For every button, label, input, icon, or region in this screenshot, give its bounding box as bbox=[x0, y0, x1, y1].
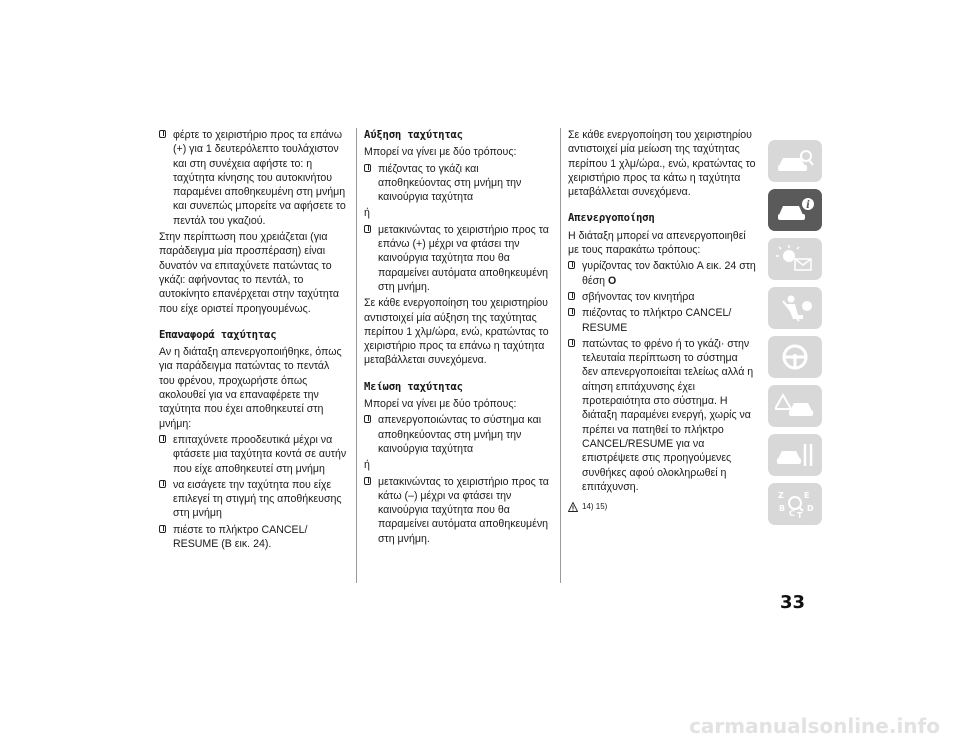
chapter-tab-safety[interactable] bbox=[768, 287, 822, 329]
warning-car-icon bbox=[775, 391, 815, 421]
checkbox-bullet-icon bbox=[159, 480, 166, 488]
list-item: επιταχύνετε προοδευτικά μέχρι να φτάσετε μια ταχύτητα κοντά σε αυτήν που είχε αποθηκευτεί στη μνήμη bbox=[159, 433, 347, 476]
car-search-icon bbox=[775, 146, 815, 176]
paragraph: Σε κάθε ενεργοποίηση του χειριστηρίου αντιστοιχεί μία μείωση της ταχύτητας περίπου 1 χλμ/ώρα., ενώ, κρατώντας το χειριστήριο προς τα κάτω η ταχύτητα μεταβάλλεται συνεχόμενα. bbox=[568, 129, 756, 199]
paragraph: Μπορεί να γίνει με δύο τρόπους: bbox=[364, 146, 517, 159]
section-heading: Επαναφορά ταχύτητας bbox=[159, 328, 277, 341]
page-number: 33 bbox=[780, 592, 806, 613]
list-item: να εισάγετε την ταχύτητα που είχε επιλεγεί τη στιγμή της αποθήκευσης στη μνήμη bbox=[159, 478, 347, 521]
checkbox-bullet-icon bbox=[159, 435, 166, 443]
checkbox-bullet-icon bbox=[568, 261, 575, 269]
chapter-tab-driving[interactable] bbox=[768, 336, 822, 378]
column-3 bbox=[568, 128, 756, 514]
section-heading: Απενεργοποίηση bbox=[568, 212, 655, 225]
watermark-bar bbox=[0, 712, 960, 742]
chapter-tab-knowing-car[interactable] bbox=[768, 140, 822, 182]
svg-text:E: E bbox=[804, 491, 810, 500]
watermark-text: carmanualsonline.info bbox=[689, 714, 940, 738]
chapter-tab-index[interactable] bbox=[768, 483, 822, 525]
section-heading: Μείωση ταχύτητας bbox=[364, 380, 463, 393]
svg-text:T: T bbox=[797, 511, 803, 519]
list-item: γυρίζοντας τον δακτύλιο A εικ. 24 στη θέση O bbox=[568, 259, 756, 288]
column-1 bbox=[159, 128, 347, 553]
paragraph: Η διάταξη μπορεί να απενεργοποιηθεί με τους παρακάτω τρόπους: bbox=[568, 229, 746, 257]
paragraph: Μπορεί να γίνει με δύο τρόπους: bbox=[364, 398, 517, 411]
chapter-tab-lights[interactable] bbox=[768, 238, 822, 280]
seat-airbag-icon bbox=[775, 293, 815, 323]
svg-text:D: D bbox=[807, 504, 814, 513]
list-item: φέρτε το χειριστήριο προς τα επάνω (+) για 1 δευτερόλεπτο τουλάχιστον και στη συνέχεια αφήστε το: η ταχύτητα κίνησης του αυτοκινήτου παραμένει αποθηκευμένη στη μνήμη και συνεπώς μπορείτε να αφήσετε το πεντάλ του γκαζιού. bbox=[159, 128, 347, 228]
chapter-tab-maintenance[interactable] bbox=[768, 434, 822, 476]
car-tools-icon bbox=[775, 440, 815, 470]
list-item: μετακινώντας το χειριστήριο προς τα επάνω (+) μέχρι να φτάσει την καινούργια ταχύτητα που θα παραμείνει αυτόματα αποθηκευμένη στη μνήμη. bbox=[364, 223, 552, 294]
svg-text:Z: Z bbox=[778, 491, 784, 500]
section-heading: Αύξηση ταχύτητας bbox=[364, 129, 463, 141]
warning-reference: 14) 15) bbox=[568, 500, 756, 514]
column-2 bbox=[364, 128, 552, 548]
svg-text:i: i bbox=[806, 200, 810, 211]
column-divider bbox=[356, 128, 357, 583]
list-item: πιέστε το πλήκτρο CANCEL/ RESUME (B εικ. 24). bbox=[159, 523, 347, 552]
list-item: απενεργοποιώντας το σύστημα και αποθηκεύοντας στη μνήμη την καινούργια ταχύτητα bbox=[364, 413, 552, 456]
list-item: πιέζοντας το πλήκτρο CANCEL/ RESUME bbox=[568, 306, 756, 335]
checkbox-bullet-icon bbox=[159, 525, 166, 533]
column-divider bbox=[560, 128, 561, 583]
list-item: πατώντας το φρένο ή το γκάζι· στην τελευταία περίπτωση το σύστημα δεν απενεργοποιείται τελείως αλλά η αίτηση επιτάχυνσης έχει προτεραιότητα στο σύστημα. Η διάταξη παραμένει ενεργή, χωρίς να πρέπει να πατηθεί το πλήκτρο CANCEL/RESUME για να επιστρέψετε στις προηγούμενες συνθήκες αφού ολοκληρωθεί η επιτάχυνση. bbox=[568, 337, 756, 494]
chapter-sidebar bbox=[768, 140, 822, 532]
checkbox-bullet-icon bbox=[364, 225, 371, 233]
checkbox-bullet-icon bbox=[364, 477, 371, 485]
paragraph: Σε κάθε ενεργοποίηση του χειριστηρίου αντιστοιχεί μία αύξηση της ταχύτητας περίπου 1 χλμ/ώρα, ενώ, κρατώντας το χειριστήριο προς τα επάνω η ταχύτητα μεταβάλλεται συνεχόμενα. bbox=[364, 297, 549, 367]
checkbox-bullet-icon bbox=[568, 308, 575, 316]
list-item: πιέζοντας το γκάζι και αποθηκεύοντας στη μνήμη την καινούργια ταχύτητα bbox=[364, 162, 552, 205]
checkbox-bullet-icon bbox=[159, 130, 166, 138]
chapter-tab-emergency[interactable] bbox=[768, 385, 822, 427]
list-item: σβήνοντας τον κινητήρα bbox=[568, 290, 756, 304]
checkbox-bullet-icon bbox=[568, 292, 575, 300]
checkbox-bullet-icon bbox=[568, 339, 575, 347]
list-item: μετακινώντας το χειριστήριο προς τα κάτω (–) μέχρι να φτάσει την καινούργια ταχύτητα που θα παραμείνει αυτόματα αποθηκευμένη στη μνήμη. bbox=[364, 475, 552, 546]
steering-wheel-icon bbox=[775, 342, 815, 372]
lights-mail-icon bbox=[775, 244, 815, 274]
paragraph: Αν η διάταξη απενεργοποιήθηκε, όπως για παράδειγμα πατώντας το πεντάλ του φρένου, προχωρήστε όπως ακολουθεί για να επαναφέρετε την ταχύτητα που έχει αποθηκευτεί στη μνήμη: bbox=[159, 346, 342, 430]
alphabet-index-icon bbox=[775, 489, 815, 519]
svg-text:B: B bbox=[779, 504, 786, 513]
or-text: ή bbox=[364, 459, 370, 472]
svg-text:C: C bbox=[789, 509, 795, 518]
paragraph: Στην περίπτωση που χρειάζεται (για παράδειγμα μία προσπέραση) είναι δυνατόν να επιταχύνετε πατώντας το γκάζι: αφήνοντας το πεντάλ, το αυτοκίνητο επανέρχεται στην ταχύτητα που είχε οριστεί προηγουμένως. bbox=[159, 231, 339, 315]
or-text: ή bbox=[364, 207, 370, 220]
checkbox-bullet-icon bbox=[364, 164, 371, 172]
warning-triangle-icon bbox=[568, 502, 578, 512]
chapter-tab-car-info[interactable] bbox=[768, 189, 822, 231]
checkbox-bullet-icon bbox=[364, 415, 371, 423]
car-info-icon bbox=[775, 195, 815, 225]
